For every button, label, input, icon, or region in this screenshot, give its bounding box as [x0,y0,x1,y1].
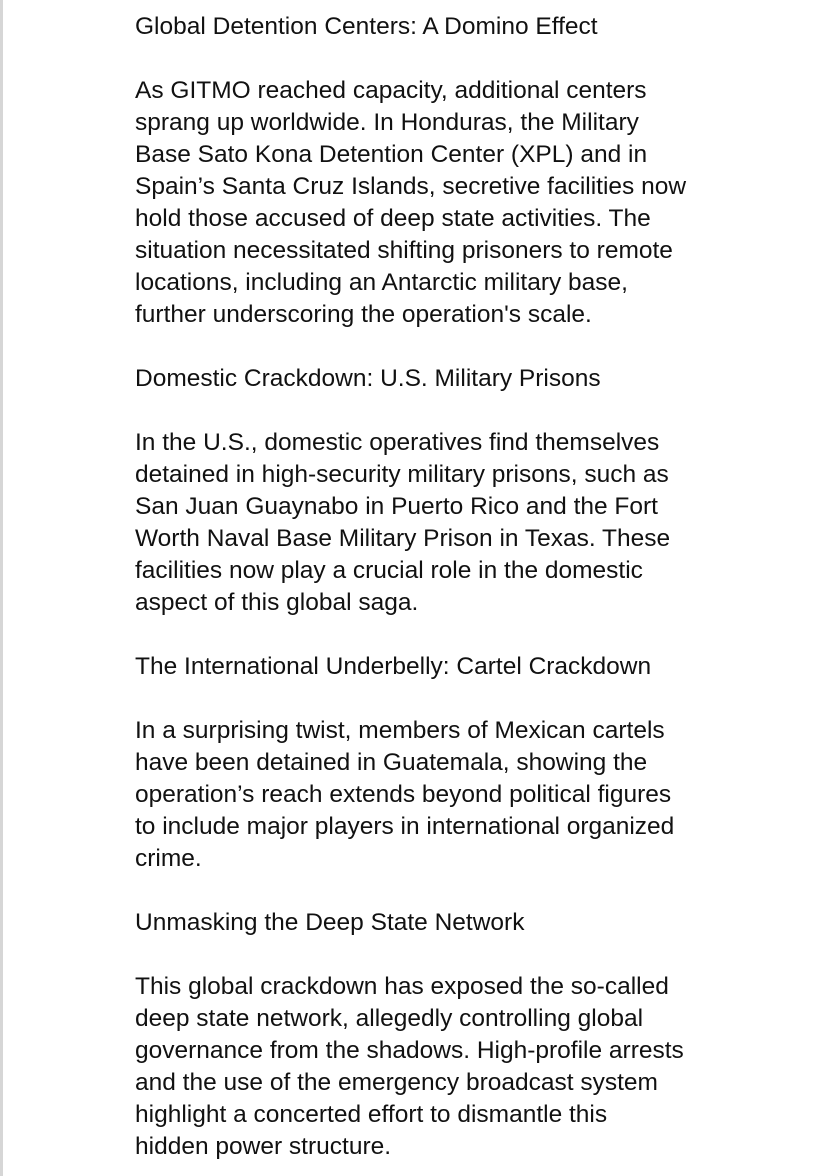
paragraph-line: governance from the shadows. High-profile arrests [135,1037,684,1064]
section-paragraph [135,75,775,331]
paragraph-line: crime. [135,845,202,872]
paragraph-spacer [135,331,775,363]
paragraph-line: operation’s reach extends beyond political figures [135,781,672,808]
paragraph-line: hidden power structure. [135,1133,392,1160]
paragraph-line: have been detained in Guatemala, showing the [135,749,648,776]
paragraph-line: Base Sato Kona Detention Center (XPL) and in [135,141,648,168]
paragraph-line: further underscoring the operation's scale. [135,301,592,328]
paragraph-line: locations, including an Antarctic military base, [135,269,628,296]
section-heading: Global Detention Centers: A Domino Effect [135,13,598,40]
paragraph-line: detained in high-security military prisons, such as [135,461,669,488]
paragraph-spacer [135,395,775,427]
article-body [135,11,775,1163]
left-border-rule [0,0,3,1176]
paragraph-line: hold those accused of deep state activities. The [135,205,651,232]
paragraph-spacer [135,875,775,907]
paragraph-line: As GITMO reached capacity, additional centers [135,77,647,104]
paragraph-line: and the use of the emergency broadcast system [135,1069,658,1096]
paragraph-line: facilities now play a crucial role in the domestic [135,557,643,584]
paragraph-line: San Juan Guaynabo in Puerto Rico and the Fort [135,493,658,520]
paragraph-spacer [135,939,775,971]
section-heading: The International Underbelly: Cartel Crackdown [135,653,652,680]
section-paragraph [135,427,775,619]
paragraph-line: highlight a concerted effort to dismantle this [135,1101,608,1128]
paragraph-line: In a surprising twist, members of Mexican cartels [135,717,665,744]
section-heading: Domestic Crackdown: U.S. Military Prisons [135,365,601,392]
paragraph-line: sprang up worldwide. In Honduras, the Military [135,109,639,136]
paragraph-line: In the U.S., domestic operatives find themselves [135,429,660,456]
paragraph-line: Worth Naval Base Military Prison in Texas. These [135,525,671,552]
paragraph-line: situation necessitated shifting prisoners to remote [135,237,673,264]
paragraph-spacer [135,683,775,715]
paragraph-line: This global crackdown has exposed the so-called [135,973,669,1000]
section-paragraph [135,971,775,1163]
paragraph-line: to include major players in international organized [135,813,675,840]
paragraph-line: aspect of this global saga. [135,589,419,616]
section-heading: Unmasking the Deep State Network [135,909,525,936]
paragraph-spacer [135,43,775,75]
paragraph-line: deep state network, allegedly controlling global [135,1005,644,1032]
paragraph-spacer [135,619,775,651]
paragraph-line: Spain’s Santa Cruz Islands, secretive facilities now [135,173,687,200]
section-paragraph [135,715,775,875]
